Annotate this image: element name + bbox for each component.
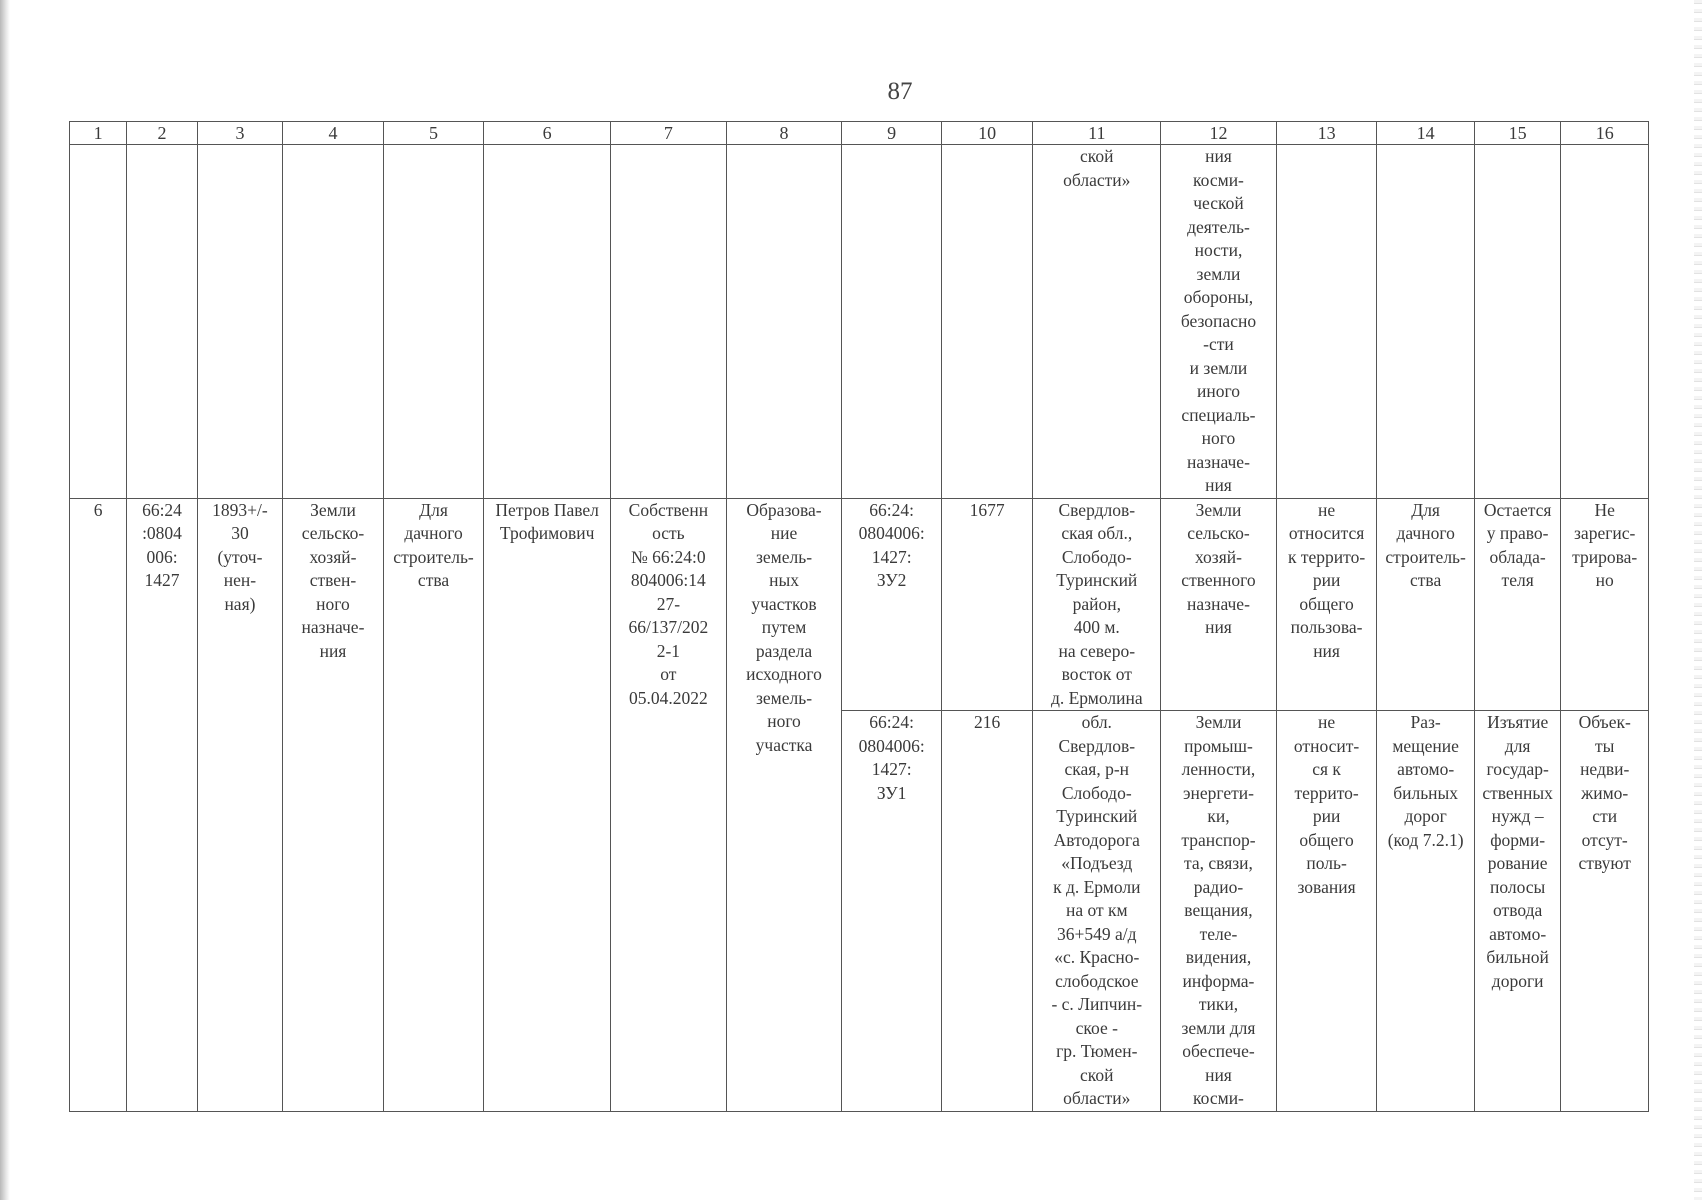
scan-edge-right	[1694, 0, 1702, 1200]
new-plot-address-cell: обл. Свердлов- ская, р-н Слободо- Туринский Автодорога «Подъезд к д. Ермоли на от км 36+549 а/д «с. Красно- слободское - с. Липчин- ское - гр. Тюмен- ской области»	[1033, 711, 1161, 1112]
empty-cell	[726, 145, 842, 499]
land-category-continued-cell: ния косми- ческой деятель- ности, земли обороны, безопасно -сти и земли иного специаль- ного назначе- ния	[1161, 145, 1277, 499]
page-number: 87	[887, 78, 913, 105]
row-number-cell: 6	[70, 498, 127, 1111]
new-plot-designation-cell: 66:24: 0804006: 1427: ЗУ2	[842, 498, 942, 711]
real-estate-objects-cell: Объек- ты недви- жимо- сти отсут- ствуют	[1561, 711, 1649, 1112]
empty-cell	[484, 145, 611, 499]
header-cell-5: 5	[383, 122, 484, 145]
new-plot-area-cell: 216	[941, 711, 1033, 1112]
address-continued-cell: ской области»	[1033, 145, 1161, 499]
real-estate-objects-cell: Не зарегис- трирова- но	[1561, 498, 1649, 711]
empty-cell	[1561, 145, 1649, 499]
cadastral-number-cell: 66:24 :0804 006: 1427	[127, 498, 197, 1111]
header-cell-3: 3	[197, 122, 282, 145]
permitted-use-cell: Для дачного строитель- ства	[383, 498, 484, 1111]
plot-status-cell: Изъятие для государ- ственных нужд – форми- рование полосы отвода автомо- бильной дороги	[1474, 711, 1560, 1112]
header-cell-2: 2	[127, 122, 197, 145]
header-cell-11: 11	[1033, 122, 1161, 145]
empty-cell	[1377, 145, 1475, 499]
right-registration-cell: Собственн ость № 66:24:0 804006:14 27- 66/137/202 2-1 от 05.04.2022	[611, 498, 727, 1111]
continuation-row	[70, 145, 1649, 499]
land-category-cell: Земли сельско- хозяй- ствен- ного назначе- ния	[283, 498, 384, 1111]
land-register-table	[69, 121, 1649, 1112]
empty-cell	[197, 145, 282, 499]
header-cell-12: 12	[1161, 122, 1277, 145]
header-cell-8: 8	[726, 122, 842, 145]
empty-cell	[383, 145, 484, 499]
new-plot-category-cell: Земли промыш- ленности, энергети- ки, транспор- та, связи, радио- вещания, теле- видения, информа- тики, земли для обеспече- ния косми-	[1161, 711, 1277, 1112]
public-territory-cell: не относится к террито- рии общего пользова- ния	[1276, 498, 1377, 711]
column-number-row	[70, 122, 1649, 145]
new-plot-area-cell: 1677	[941, 498, 1033, 711]
new-plot-address-cell: Свердлов- ская обл., Слободо- Туринский район, 400 м. на северо- восток от д. Ермолина	[1033, 498, 1161, 711]
empty-cell	[1474, 145, 1560, 499]
header-cell-16: 16	[1561, 122, 1649, 145]
header-cell-10: 10	[941, 122, 1033, 145]
formation-method-cell: Образова- ние земель- ных участков путем раздела исходного земель- ного участка	[726, 498, 842, 1111]
scan-shadow-left	[0, 0, 10, 1200]
header-cell-9: 9	[842, 122, 942, 145]
owner-cell: Петров Павел Трофимович	[484, 498, 611, 1111]
header-cell-13: 13	[1276, 122, 1377, 145]
empty-cell	[127, 145, 197, 499]
public-territory-cell: не относит- ся к террито- рии общего поль- зования	[1276, 711, 1377, 1112]
header-cell-6: 6	[484, 122, 611, 145]
empty-cell	[611, 145, 727, 499]
empty-cell	[70, 145, 127, 499]
header-cell-4: 4	[283, 122, 384, 145]
area-cell: 1893+/- 30 (уточ- нен- ная)	[197, 498, 282, 1111]
plot-status-cell: Остается у право- облада- теля	[1474, 498, 1560, 711]
header-cell-15: 15	[1474, 122, 1560, 145]
new-plot-category-cell: Земли сельско- хозяй- ственного назначе- ния	[1161, 498, 1277, 711]
empty-cell	[1276, 145, 1377, 499]
empty-cell	[283, 145, 384, 499]
header-cell-7: 7	[611, 122, 727, 145]
empty-cell	[842, 145, 942, 499]
record-row-zu2	[70, 498, 1649, 711]
header-cell-14: 14	[1377, 122, 1475, 145]
new-plot-use-cell: Раз- мещение автомо- бильных дорог (код 7.2.1)	[1377, 711, 1475, 1112]
empty-cell	[941, 145, 1033, 499]
new-plot-designation-cell: 66:24: 0804006: 1427: ЗУ1	[842, 711, 942, 1112]
new-plot-use-cell: Для дачного строитель- ства	[1377, 498, 1475, 711]
header-cell-1: 1	[70, 122, 127, 145]
